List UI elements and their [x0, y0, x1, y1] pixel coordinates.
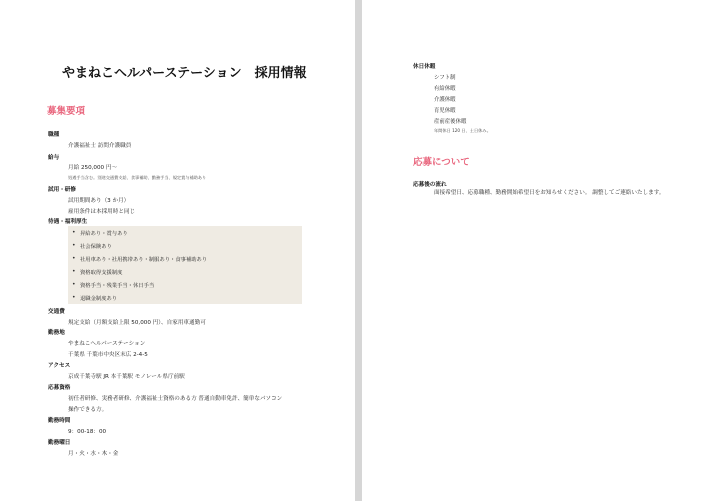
workplace-name: やまねこヘルパーステーション [68, 341, 146, 347]
trial-period: 試用期間あり（3 か月） [68, 198, 130, 204]
application-flow-label: 応募後の流れ [413, 182, 447, 188]
bullet-icon: • [72, 268, 76, 275]
job-type-value: 介護福祉士 訪問介護職員 [68, 143, 132, 149]
transport-value: 規定支給（月額支給上限 50,000 円）、自家用車通勤可 [68, 320, 206, 326]
holidays-label: 休日休暇 [413, 64, 436, 70]
trial-label: 試用・研修 [48, 187, 76, 193]
access-value: 京成千葉寺駅 JR 本千葉駅 モノレール県庁前駅 [68, 374, 185, 380]
holidays-note: 年間休日 120 日、土日休み。 [434, 128, 491, 133]
days-value: 月・火・水・木・金 [68, 451, 119, 457]
benefits-box [68, 226, 302, 304]
holiday-item: 有給休暇 [434, 86, 456, 92]
workplace-address: 千葉県 千葉市中央区末広 2-4-5 [68, 352, 148, 358]
page-gutter [355, 0, 362, 501]
benefits-label: 待遇・福利厚生 [48, 219, 88, 225]
hours-label: 勤務時間 [48, 418, 71, 424]
benefit-item: • 資格取得支援制度 [72, 268, 123, 276]
benefit-item: • 退職金制度あり [72, 294, 118, 302]
salary-label: 給与 [48, 155, 60, 161]
holiday-item: シフト制 [434, 75, 456, 81]
benefit-item: • 社会保険あり [72, 242, 112, 250]
page-2 [362, 0, 720, 501]
benefit-item: • 昇給あり・賞与あり [72, 229, 128, 237]
bullet-icon: • [72, 255, 76, 262]
workplace-label: 勤務地 [48, 330, 65, 336]
salary-note: 処遇手当含む。別途交通費支給、食事補助、勤務手当、規定賞与補助あり [68, 175, 207, 180]
salary-value: 月給 250,000 円〜 [68, 165, 118, 171]
bullet-icon: • [72, 294, 76, 301]
access-label: アクセス [48, 363, 71, 369]
trial-conditions: 雇用条件は本採用時と同じ [68, 209, 136, 215]
document-title: やまねこヘルパーステーション 採用情報 [62, 66, 307, 81]
days-label: 勤務曜日 [48, 440, 71, 446]
benefit-item: • 資格手当・残業手当・休日手当 [72, 281, 155, 289]
holiday-item: 介護休暇 [434, 97, 456, 103]
job-type-label: 職種 [48, 132, 60, 138]
qualifications-line-1: 初任者研修、実務者研修、介護福祉士資格のある方 普通自動車免許、簡単なパソコン [68, 396, 283, 402]
qualifications-label: 応募資格 [48, 385, 71, 391]
bullet-icon: • [72, 242, 76, 249]
bullet-icon: • [72, 229, 76, 236]
application-flow-text: 面接希望日、応募職種、勤務開始希望日をお知らせください。 調整してご連絡いたします。 [434, 190, 665, 196]
holiday-item: 育児休暇 [434, 108, 456, 114]
qualifications-line-2: 操作できる方。 [68, 407, 108, 413]
recruitment-heading: 募集要項 [47, 106, 86, 117]
application-heading: 応募について [413, 157, 470, 168]
transport-label: 交通費 [48, 309, 65, 315]
hours-value: 9：00-18：00 [68, 429, 107, 435]
benefit-item: • 社用車あり・社用携帯あり・制服あり・食事補助あり [72, 255, 208, 263]
holiday-item: 産前産後休暇 [434, 119, 467, 125]
bullet-icon: • [72, 281, 76, 288]
